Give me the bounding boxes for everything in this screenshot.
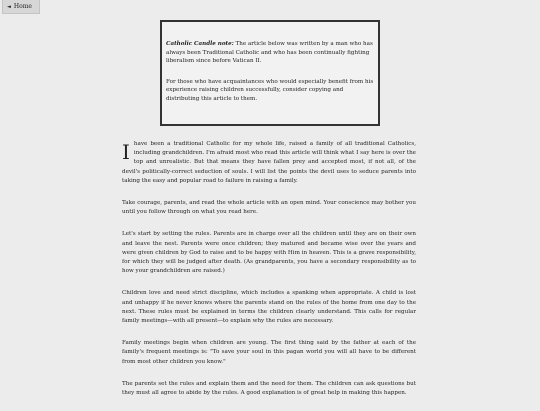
article-paragraph-5: Family meetings begin when children are young. The first thing said by the father at each of the family's frequent meetings is: "To save your soul in this pagan world you will all have to be different from most other children you know.": [122, 340, 416, 365]
article-paragraph-1: [122, 140, 416, 186]
article-paragraph-1-text: have been a traditional Catholic for my whole life, raised a family of all traditional Catholics, including grandchildren. I'm afraid most who read this article will think what I say here is over the top and unrealistic. But that means they have fallen prey and accepted most, if not all, of the devil's politically-correct seduction of souls. I will list the points the devil uses to seduce parents into taking the easy and popular road to failure in raising a family.: [122, 141, 416, 184]
home-label: Home: [13, 3, 32, 10]
article-paragraph-3: Let's start by setting the rules. Parents are in charge over all the children until they are on their own and leave the nest. Parents were once children; they matured and became wise over the years and were given children by God to raise and to be happy with Him in heaven. This is a grave responsibility, for which they will be judged after death. (As grandparents, you have a secondary responsibility as to how your grandchildren are raised.): [122, 231, 416, 275]
note-paragraph-2: For those who have acquaintances who would especially benefit from his experience raising children successfully, consider copying and distributing this article to them.: [166, 78, 374, 102]
home-button[interactable]: [2, 0, 40, 14]
note-paragraph-1: [166, 40, 374, 66]
drop-cap: I: [122, 140, 130, 164]
article-paragraph-2: Take courage, parents, and read the whole article with an open mind. Your conscience may bother you until you follow through on what you read here.: [122, 200, 416, 216]
note-text-1: The article below was written by a man who has always been Traditional Catholic and who has been continually fighting liberalism since before Vatican II.: [166, 41, 373, 65]
note-label: Catholic Candle note:: [166, 41, 234, 47]
article-paragraph-6: The parents set the rules and explain them and the need for them. The children can ask questions but they must all agree to abide by the rules. A good explanation is of great help in making this happen.: [122, 380, 416, 397]
editor-note-box: [160, 20, 380, 126]
article-paragraph-4: Children love and need strict discipline, which includes a spanking when appropriate. A child is lost and unhappy if he never knows where the parents stand on the rules of the home from one day to the next. These rules must be explained in terms the children clearly understand. This calls for regular family meetings—with all present—to explain why the rules are necessary.: [122, 290, 416, 325]
back-arrow-icon: ◄: [7, 4, 11, 10]
article-body: [122, 140, 416, 411]
